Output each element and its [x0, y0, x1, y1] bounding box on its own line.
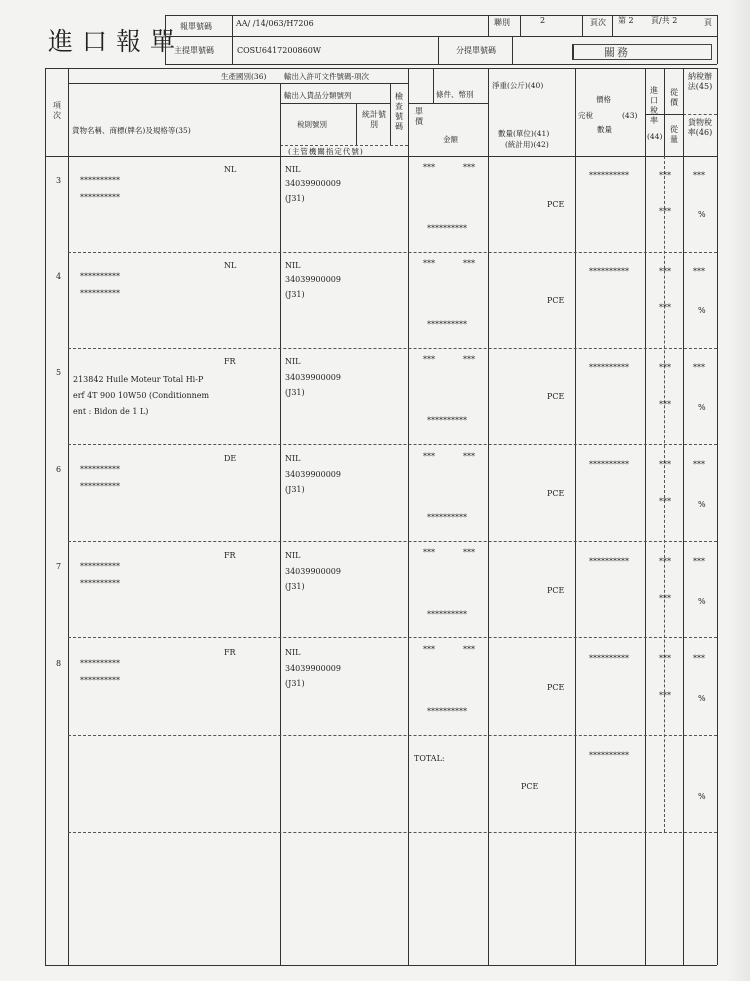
item-terms: *** [423, 355, 435, 364]
item-origin: FR [224, 551, 236, 560]
item-duty-b: *** [659, 400, 671, 409]
item-terms: *** [423, 452, 435, 461]
item-duty-b: *** [659, 207, 671, 216]
item-amount: ********** [427, 513, 467, 522]
item-currency: *** [463, 259, 475, 268]
col-duty-paid-value: 完稅 [578, 111, 593, 120]
col-net-weight: 淨重(公斤)(40) [492, 81, 544, 90]
page-suffix: 頁 [704, 18, 712, 27]
item-origin: DE [224, 454, 237, 463]
copy-label: 聯別 [494, 18, 510, 27]
item-desc-line: ********** [80, 676, 120, 685]
item-no: 7 [56, 562, 62, 571]
item-currency: *** [463, 355, 475, 364]
item-permit: NIL [285, 165, 301, 174]
item-permit: NIL [285, 454, 301, 463]
item-duty-b: *** [659, 303, 671, 312]
item-tax-a: *** [693, 654, 705, 663]
col-unit-price: 單價 [415, 107, 423, 126]
item-tax-b: % [698, 403, 706, 412]
item-amount: ********** [427, 224, 467, 233]
col-terms-currency: 條件、幣別 [436, 90, 474, 99]
item-value: ********** [589, 557, 629, 566]
col-origin-country: 生產國別(36) [221, 72, 267, 81]
item-amount: ********** [427, 610, 467, 619]
col-value-qty: 數量 [597, 125, 612, 134]
col-inspection: 檢查號碼 [395, 92, 403, 131]
item-origin: NL [224, 165, 237, 174]
item-no: 4 [56, 272, 62, 281]
col-import-duty-no: (44) [647, 132, 663, 141]
item-desc-line: ********** [80, 465, 120, 474]
scan-edge-shadow [728, 0, 750, 981]
master-bl-label: 主提單號碼 [174, 46, 214, 55]
item-terms: *** [423, 163, 435, 172]
item-desc-line: ********** [80, 659, 120, 668]
item-tax-a: *** [693, 460, 705, 469]
col-tax-method: 納稅辦法(45) [687, 72, 713, 91]
col-ad-valorem: 從價 [670, 88, 678, 107]
item-hs-code: 34039900009 [285, 373, 341, 382]
item-desc-line: ********** [80, 562, 120, 571]
item-currency: *** [463, 163, 475, 172]
item-unit: PCE [547, 200, 565, 209]
col-export-permit: 輸出入許可文件號碼-項次 [284, 72, 370, 81]
item-amount: ********** [427, 416, 467, 425]
col-exporter-code: 輸出入貨品分類號列 [284, 91, 352, 100]
item-agency: (J31) [285, 485, 305, 494]
col-amount: 金額 [443, 135, 458, 144]
item-value: ********** [589, 654, 629, 663]
item-hs-code: 34039900009 [285, 567, 341, 576]
col-value: 價格 [596, 95, 611, 104]
col-tariff-no: 稅則號別 [297, 120, 327, 129]
item-no: 8 [56, 659, 62, 668]
item-agency: (J31) [285, 194, 305, 203]
item-origin: FR [224, 648, 236, 657]
item-value: ********** [589, 171, 629, 180]
item-no: 3 [56, 176, 62, 185]
item-amount: ********** [427, 707, 467, 716]
copy-value: 2 [540, 16, 546, 25]
item-tax-a: *** [693, 363, 705, 372]
col-import-duty: 進口稅率 [650, 86, 658, 125]
item-desc-line: ********** [80, 289, 120, 298]
item-duty-b: *** [659, 691, 671, 700]
item-agency: (J31) [285, 679, 305, 688]
item-duty-a: *** [659, 267, 671, 276]
master-bl: COSU6417200860W [237, 46, 322, 55]
item-desc-line: ********** [80, 176, 120, 185]
item-permit: NIL [285, 551, 301, 560]
house-bl-label: 分提單號碼 [456, 46, 496, 55]
item-tax-b: % [698, 500, 706, 509]
item-duty-a: *** [659, 460, 671, 469]
item-unit: PCE [547, 586, 565, 595]
item-hs-code: 34039900009 [285, 275, 341, 284]
item-duty-a: *** [659, 363, 671, 372]
item-desc-line: ********** [80, 193, 120, 202]
item-permit: NIL [285, 357, 301, 366]
item-permit: NIL [285, 261, 301, 270]
item-terms: *** [423, 259, 435, 268]
item-tax-a: *** [693, 557, 705, 566]
item-currency: *** [463, 645, 475, 654]
item-permit: NIL [285, 648, 301, 657]
item-terms: *** [423, 645, 435, 654]
item-duty-b: *** [659, 594, 671, 603]
item-desc-line: ********** [80, 272, 120, 281]
item-origin: NL [224, 261, 237, 270]
col-agency-code: (主管機關指定代號) [288, 147, 364, 156]
col-value-no: (43) [622, 111, 638, 120]
item-tax-b: % [698, 597, 706, 606]
item-tax-b: % [698, 210, 706, 219]
total-value: ********** [589, 751, 629, 760]
item-duty-a: *** [659, 171, 671, 180]
col-description: 貨物名稱、商標(牌名)及規格等(35) [72, 126, 191, 135]
item-value: ********** [589, 267, 629, 276]
item-desc-line: 213842 Huile Moteur Total Hi-P [73, 375, 204, 384]
col-specific: 從量 [670, 125, 678, 144]
item-desc-line: ********** [80, 579, 120, 588]
page-no: 第 2 [618, 16, 634, 25]
total-tax-b: % [698, 792, 706, 801]
item-value: ********** [589, 460, 629, 469]
item-tax-b: % [698, 306, 706, 315]
col-stat-quantity: (統計用)(42) [505, 140, 549, 149]
item-currency: *** [463, 548, 475, 557]
item-tax-b: % [698, 694, 706, 703]
item-duty-a: *** [659, 557, 671, 566]
total-unit: PCE [521, 782, 539, 791]
item-hs-code: 34039900009 [285, 470, 341, 479]
item-duty-a: *** [659, 654, 671, 663]
item-value: ********** [589, 363, 629, 372]
page-label: 頁次 [590, 18, 606, 27]
item-unit: PCE [547, 683, 565, 692]
item-no: 5 [56, 368, 62, 377]
item-agency: (J31) [285, 582, 305, 591]
item-no: 6 [56, 465, 62, 474]
item-hs-code: 34039900009 [285, 664, 341, 673]
declaration-no-label: 報單號碼 [180, 22, 212, 31]
item-tax-a: *** [693, 267, 705, 276]
col-stat-no: 統計號別 [362, 110, 386, 129]
item-agency: (J31) [285, 290, 305, 299]
item-terms: *** [423, 548, 435, 557]
page-total: 頁/共 2 [651, 16, 678, 25]
col-commodity-tax: 貨物稅率(46) [687, 118, 713, 137]
item-unit: PCE [547, 489, 565, 498]
item-desc-line: ent : Bidon de 1 L) [73, 407, 149, 416]
total-label: TOTAL: [414, 754, 445, 763]
customs-stamp: 關務 [572, 44, 712, 60]
item-hs-code: 34039900009 [285, 179, 341, 188]
declaration-no: AA/ /14/063/H7206 [236, 19, 314, 28]
item-tax-a: *** [693, 171, 705, 180]
item-unit: PCE [547, 392, 565, 401]
item-origin: FR [224, 357, 236, 366]
col-quantity: 數量(單位)(41) [498, 129, 550, 138]
document-title: 進口報單 [48, 27, 185, 56]
col-item-no: 項次 [53, 101, 61, 120]
item-amount: ********** [427, 320, 467, 329]
item-desc-line: erf 4T 900 10W50 (Conditionnem [73, 391, 210, 400]
item-duty-b: *** [659, 497, 671, 506]
item-agency: (J31) [285, 388, 305, 397]
item-currency: *** [463, 452, 475, 461]
item-desc-line: ********** [80, 482, 120, 491]
item-unit: PCE [547, 296, 565, 305]
